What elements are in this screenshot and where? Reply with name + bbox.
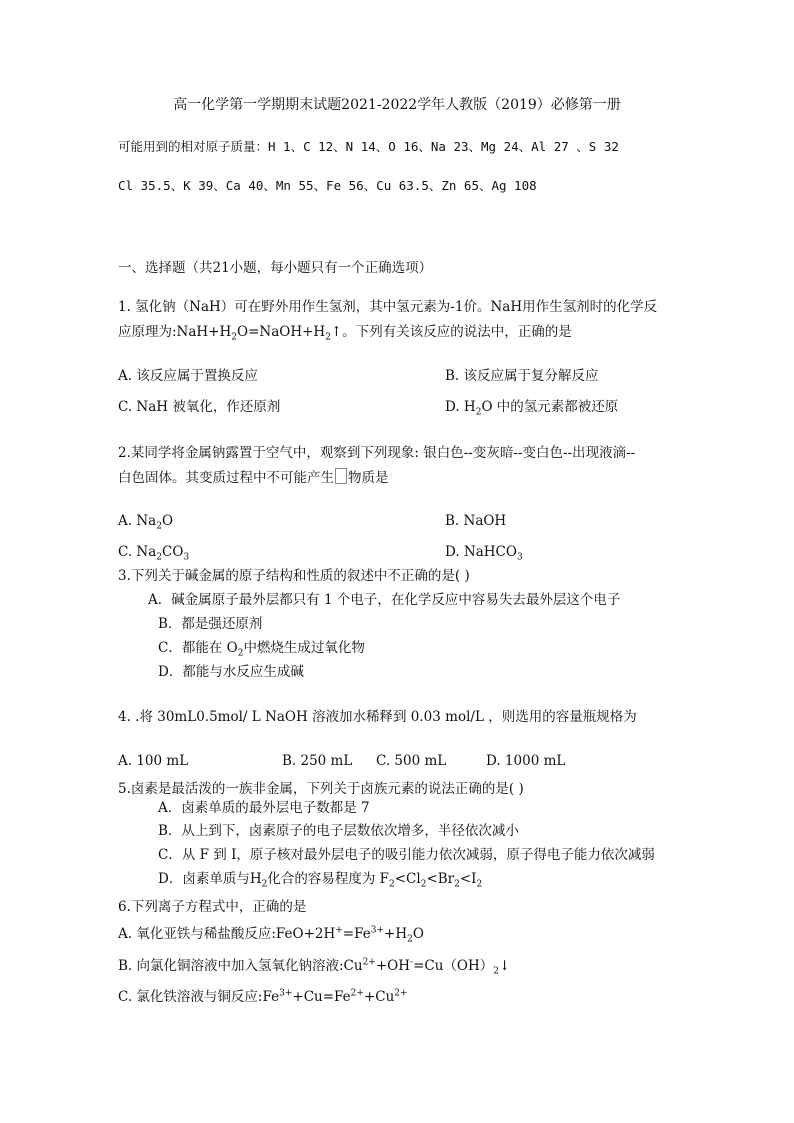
document-title: 高一化学第一学期期末试题2021-2022学年人教版（2019）必修第一册 (173, 97, 621, 113)
q5-option-c: C．从 F 到 I，原子核对最外层电子的吸引能力依次减弱，原子得电子能力依次减弱 (158, 847, 655, 863)
q4-option-a: A. 100 mL (118, 753, 189, 769)
q5-option-b: B．从上到下，卤素原子的电子层数依次增多，半径依次减小 (158, 823, 519, 839)
q3-option-a: A．碱金属原子最外层都只有 1 个电子，在化学反应中容易失去最外层这个电子 (148, 592, 621, 608)
q3-option-c: C．都能在 $O_2$中燃烧生成过氧化物 (158, 640, 365, 659)
q4-option-c: C. 500 mL (376, 753, 447, 769)
q1-option-c: C. NaH 被氧化，作还原剂 (118, 399, 281, 415)
q2-stem-line-2: 白色固体。其变质过程中不可能产生 物质是 (118, 470, 389, 486)
q5-stem: 5.卤素是最活泼的一族非金属，下列关于卤族元素的说法正确的是( ) (118, 781, 524, 797)
q1-stem-line-1: 1. 氢化钠（NaH）可在野外用作生氢剂，其中氢元素为-1价。NaH用作生氢剂时的化学反 (118, 299, 658, 315)
section-heading: 一、选择题（共21小题，每小题只有一个正确选项） (118, 260, 433, 276)
q4-option-d: D. 1000 mL (486, 753, 566, 769)
atomic-mass-line-2: Cl 35.5、K 39、Ca 40、Mn 55、Fe 56、Cu 63.5、Zn 65、Ag 108 (118, 178, 537, 193)
q6-option-b: B. 向氯化铜溶液中加入氢氧化钠溶液$:Cu^{2+}+OH^-=Cu(OH)_2↓$ (118, 957, 511, 977)
q3-option-b: B．都是强还原剂 (158, 616, 263, 632)
q1-stem-line-2: 应原理为$:NaH+H_2O=NaOH+H_2↑$。下列有关该反应的说法中，正确的是 (118, 324, 572, 343)
q6-option-a: A. 氧化亚铁与稀盐酸反应$:FeO+2H^+=Fe^{3+}+H_2O$ (118, 925, 424, 945)
q6-stem: 6.下列离子方程式中，正确的是 (118, 899, 307, 915)
q4-stem: 4. .将 30mL0.5mol/ L NaOH 溶液加水稀释到 0.03 mol/L ，则选用的容量瓶规格为 (118, 709, 637, 725)
missing-glyph-box (335, 468, 347, 484)
q2-option-d: D. NaHCO$_3$ (445, 544, 523, 563)
q3-stem: 3.下列关于碱金属的原子结构和性质的叙述中不正确的是( ) (118, 568, 470, 584)
q1-option-b: B. 该反应属于复分解反应 (445, 368, 599, 384)
q2-option-b: B. NaOH (445, 513, 507, 529)
q1-option-d: D. $H_2O$ 中的氢元素都被还原 (445, 399, 619, 418)
q4-option-b: B. 250 mL (282, 753, 353, 769)
q1-option-a: A. 该反应属于置换反应 (118, 368, 258, 384)
q5-option-d: D．卤素单质与$H_2$化合的容易程度为 $F_2<Cl_2<Br_2<I_2$ (158, 871, 483, 890)
q6-option-c: C. 氯化铁溶液与铜反应$:Fe^{3+}+Cu=Fe^{2+}+Cu^{2+}$ (118, 988, 408, 1005)
q3-option-d: D．都能与水反应生成碱 (158, 664, 304, 680)
q2-stem-line-1: 2.某同学将金属钠露置于空气中，观察到下列现象: 银白色--变灰暗--变白色--出现液滴-- (118, 445, 636, 461)
q2-option-c: C. $Na_2CO_3$ (118, 544, 190, 563)
q5-option-a: A．卤素单质的最外层电子数都是 7 (158, 800, 370, 816)
atomic-mass-line-1: 可能用到的相对原子质量：H 1、C 12、N 14、O 16、Na 23、Mg 24、Al 27 、S 32 (118, 139, 619, 154)
q2-option-a: A. $Na_2O$ (118, 513, 174, 532)
